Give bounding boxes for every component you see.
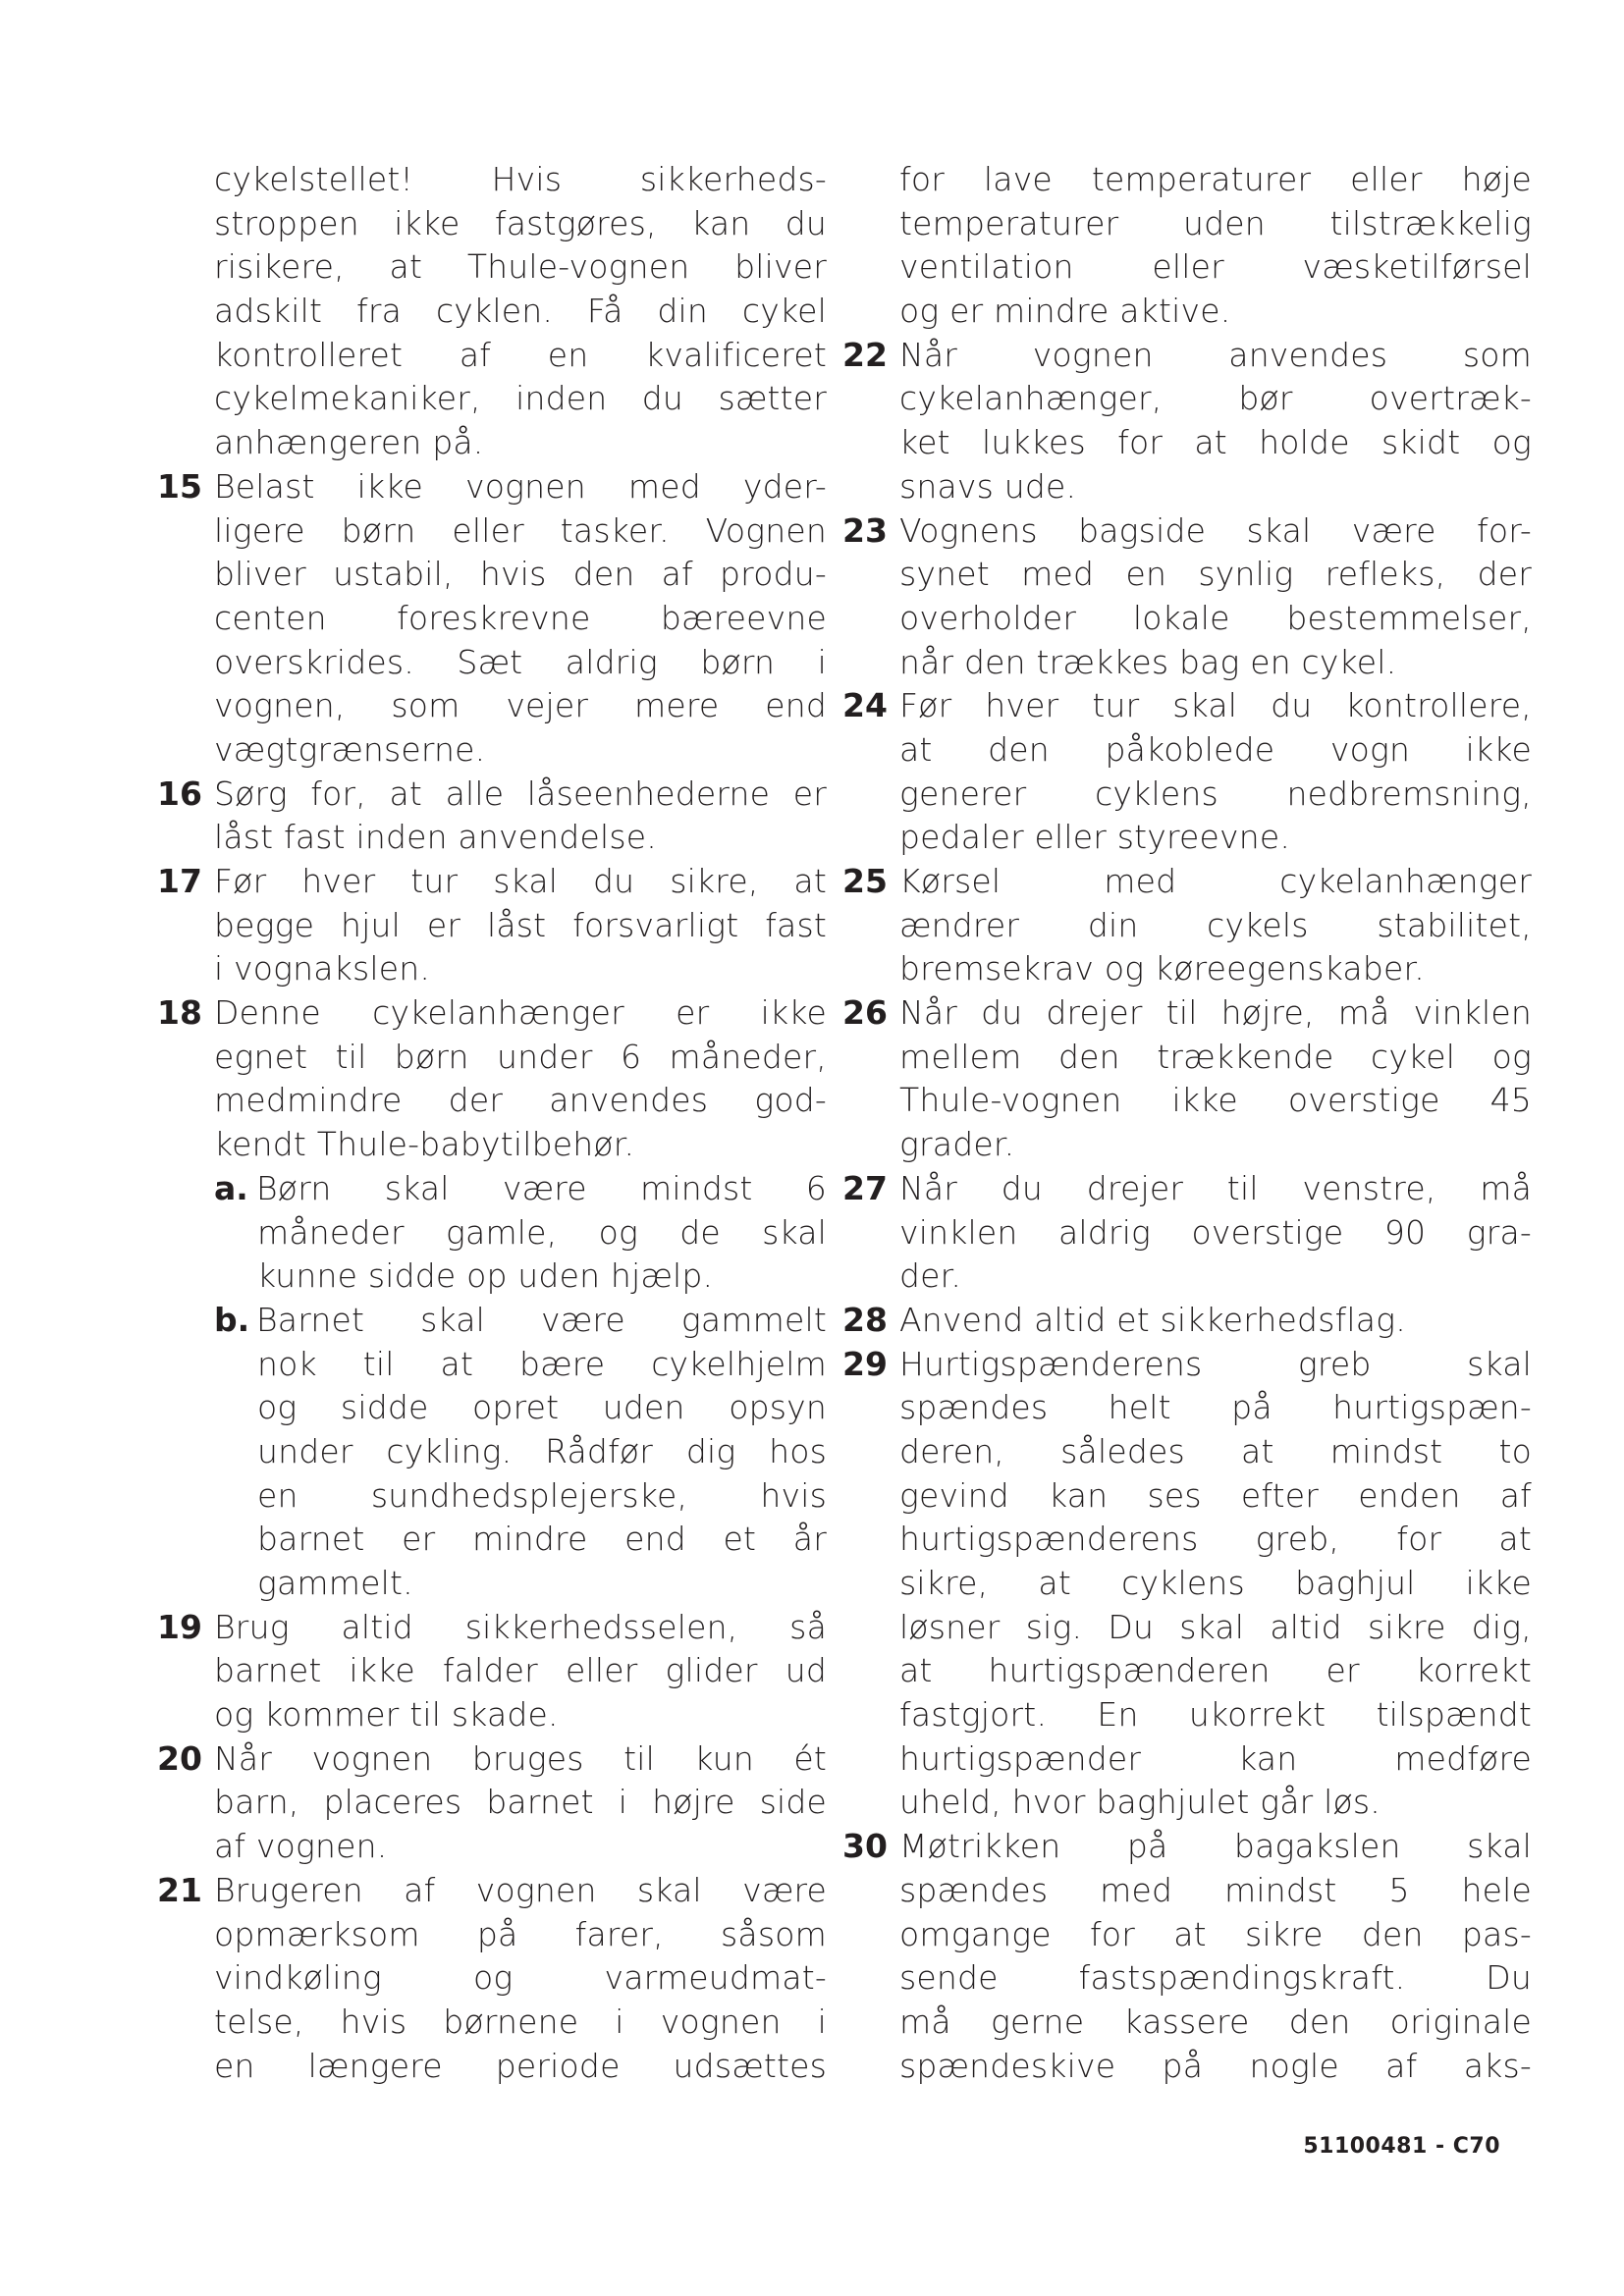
text-line: [157, 1343, 827, 1387]
line-text: kendt Thule-babytilbehør.: [214, 1125, 635, 1164]
text-line: [157, 1167, 827, 1211]
line-text: der.: [899, 1256, 962, 1296]
line-text: begge hjul er låst forsvarligt fast: [214, 905, 827, 944]
text-line: [157, 1474, 827, 1519]
text-line: [157, 290, 827, 334]
line-text: Før hver tur skal du sikre, at: [214, 862, 827, 900]
line-text: at den påkoblede vogn ikke: [899, 729, 1532, 769]
line-text: barnet ikke falder eller glider ud: [214, 1651, 827, 1690]
line-text: under cykling. Rådfør dig hos: [257, 1431, 827, 1470]
text-line: [842, 421, 1532, 465]
text-line: [842, 1123, 1532, 1167]
line-text: egnet til børn under 6 måneder,: [214, 1037, 827, 1076]
text-line: [842, 1869, 1532, 1913]
item-number: 23: [842, 510, 888, 550]
item-number: 22: [842, 335, 888, 374]
text-line: [157, 509, 827, 554]
text-line: [842, 1518, 1532, 1562]
sub-item-letter: b.: [214, 1300, 250, 1339]
text-line: [157, 1036, 827, 1080]
line-text: Thule-vognen ikke overstige 45: [899, 1081, 1532, 1120]
text-line: [842, 1211, 1532, 1255]
text-line: [157, 1737, 827, 1782]
text-line: [842, 1255, 1532, 1299]
item-number: 27: [842, 1168, 888, 1207]
text-line: [157, 1123, 827, 1167]
text-line: [157, 1606, 827, 1650]
line-text: en længere periode udsættes: [214, 2046, 827, 2085]
line-text: kunne sidde op uden hjælp.: [257, 1256, 714, 1296]
line-text: Når vognen anvendes som: [899, 335, 1532, 374]
sub-item-letter: a.: [214, 1168, 248, 1207]
line-text: uheld, hvor baghjulet går løs.: [899, 1783, 1380, 1822]
text-line: [842, 334, 1532, 378]
line-text: ændrer din cykels stabilitet,: [899, 905, 1532, 944]
text-line: [842, 290, 1532, 334]
text-line: [842, 202, 1532, 246]
text-line: [157, 1562, 827, 1606]
text-line: [157, 597, 827, 641]
line-text: cykelmekaniker, inden du sætter: [214, 379, 827, 418]
line-text: når den trækkes bag en cykel.: [899, 642, 1397, 681]
text-line: [157, 860, 827, 904]
text-line: [842, 1825, 1532, 1869]
text-line: [842, 1430, 1532, 1474]
line-text: Når du drejer til højre, må vinklen: [899, 993, 1532, 1033]
line-text: i vognakslen.: [214, 949, 431, 988]
text-line: [157, 1211, 827, 1255]
line-text: Børn skal være mindst 6: [256, 1168, 827, 1207]
text-line: [842, 1913, 1532, 1957]
line-text: Denne cykelanhænger er ikke: [214, 993, 827, 1033]
text-line: [157, 684, 827, 728]
line-text: Møtrikken på bagakslen skal: [899, 1827, 1532, 1866]
line-text: pedaler eller styreevne.: [899, 818, 1291, 857]
text-line: [842, 1737, 1532, 1782]
text-line: [157, 1299, 827, 1343]
text-line: [842, 377, 1532, 421]
text-line: [842, 1167, 1532, 1211]
line-text: løsner sig. Du skal altid sikre dig,: [899, 1607, 1532, 1646]
item-number: 21: [157, 1870, 202, 1909]
line-text: af vognen.: [214, 1827, 388, 1866]
item-number: 20: [157, 1738, 202, 1778]
line-text: for lave temperaturer eller høje: [899, 160, 1532, 198]
line-text: Anvend altid et sikkerhedsflag.: [899, 1300, 1406, 1339]
text-line: [842, 816, 1532, 860]
text-line: [842, 158, 1532, 202]
text-line: [157, 904, 827, 948]
line-text: Brug altid sikkerhedsselen, så: [214, 1607, 827, 1646]
line-text: telse, hvis børnene i vognen i: [214, 2002, 827, 2041]
text-line: [842, 860, 1532, 904]
line-text: bremsekrav og køreegenskaber.: [899, 949, 1425, 988]
text-line: [842, 553, 1532, 597]
line-text: barnet er mindre end et år: [257, 1520, 827, 1559]
text-line: [842, 641, 1532, 685]
line-text: hurtigspænder kan medføre: [899, 1738, 1532, 1778]
item-number: 29: [842, 1344, 888, 1383]
line-text: vindkøling og varmeudmat-: [214, 1958, 827, 1998]
item-number: 16: [157, 774, 202, 813]
line-text: mellem den trækkende cykel og: [899, 1037, 1532, 1076]
document-code: 51100481 - C70: [1303, 2134, 1500, 2159]
item-number: 28: [842, 1300, 888, 1339]
line-text: cykelanhænger, bør overtræk-: [899, 379, 1532, 418]
text-line: [157, 773, 827, 817]
text-line: [842, 947, 1532, 991]
text-line: [157, 1825, 827, 1869]
line-text: deren, således at mindst to: [899, 1431, 1532, 1470]
text-line: [842, 1036, 1532, 1080]
left-column: [157, 158, 827, 2088]
line-text: Brugeren af vognen skal være: [214, 1870, 827, 1909]
line-text: Hurtigspænderens greb skal: [899, 1344, 1532, 1383]
line-text: Barnet skal være gammelt: [256, 1300, 827, 1339]
text-line: [842, 1299, 1532, 1343]
line-text: fastgjort. En ukorrekt tilspændt: [899, 1695, 1532, 1735]
text-line: [157, 334, 827, 378]
line-text: Kørsel med cykelanhænger: [899, 862, 1532, 900]
line-text: må gerne kassere den originale: [899, 2002, 1532, 2041]
text-line: [157, 728, 827, 773]
text-line: [842, 597, 1532, 641]
line-text: gammelt.: [257, 1564, 413, 1602]
item-number: 15: [157, 466, 202, 506]
item-number: 25: [842, 862, 888, 900]
line-text: låst fast inden anvendelse.: [214, 818, 657, 857]
text-line: [157, 1518, 827, 1562]
text-line: [157, 465, 827, 509]
item-number: 18: [157, 993, 202, 1033]
line-text: grader.: [899, 1125, 1015, 1164]
line-text: vægtgrænserne.: [214, 729, 486, 769]
item-number: 24: [842, 686, 888, 725]
text-line: [842, 773, 1532, 817]
line-text: cykelstellet! Hvis sikkerheds-: [214, 160, 827, 198]
text-line: [842, 2001, 1532, 2045]
line-text: temperaturer uden tilstrækkelig: [899, 203, 1532, 242]
line-text: og sidde opret uden opsyn: [257, 1388, 827, 1427]
line-text: nok til at bære cykelhjelm: [257, 1344, 827, 1383]
text-line: [157, 1255, 827, 1299]
text-line: [842, 245, 1532, 290]
line-text: medmindre der anvendes god-: [214, 1081, 827, 1120]
item-number: 26: [842, 993, 888, 1033]
line-text: Når du drejer til venstre, må: [899, 1168, 1532, 1207]
line-text: Vognens bagside skal være for-: [899, 510, 1532, 550]
line-text: snavs ude.: [899, 466, 1077, 506]
line-text: adskilt fra cyklen. Få din cykel: [214, 292, 827, 331]
line-text: vognen, som vejer mere end: [214, 686, 827, 725]
text-line: [157, 421, 827, 465]
text-line: [842, 1606, 1532, 1650]
line-text: anhængeren på.: [214, 423, 484, 462]
text-line: [842, 904, 1532, 948]
line-text: ligere børn eller tasker. Vognen: [214, 510, 827, 550]
item-number: 19: [157, 1607, 202, 1646]
line-text: sende fastspændingskraft. Du: [899, 1958, 1532, 1998]
text-line: [157, 1649, 827, 1693]
line-text: Før hver tur skal du kontrollere,: [899, 686, 1532, 725]
text-line: [157, 377, 827, 421]
text-line: [157, 947, 827, 991]
line-text: gevind kan ses efter enden af: [899, 1475, 1532, 1515]
line-text: overskrides. Sæt aldrig børn i: [214, 642, 827, 681]
line-text: hurtigspænderens greb, for at: [899, 1520, 1532, 1559]
text-line: [157, 1386, 827, 1430]
line-text: spændes helt på hurtigspæn-: [899, 1388, 1532, 1427]
text-line: [842, 1956, 1532, 2001]
text-line: [842, 728, 1532, 773]
text-line: [842, 1079, 1532, 1123]
line-text: Sørg for, at alle låseenhederne er: [214, 774, 827, 813]
text-line: [157, 1869, 827, 1913]
line-text: stroppen ikke fastgøres, kan du: [214, 203, 827, 242]
line-text: ket lukkes for at holde skidt og: [899, 423, 1532, 462]
line-text: omgange for at sikre den pas-: [899, 1914, 1532, 1953]
text-line: [157, 816, 827, 860]
text-line: [157, 1913, 827, 1957]
line-text: kontrolleret af en kvalificeret: [214, 335, 827, 374]
text-line: [157, 1430, 827, 1474]
line-text: og er mindre aktive.: [899, 292, 1231, 331]
text-line: [157, 1079, 827, 1123]
item-number: 17: [157, 862, 202, 900]
text-line: [157, 991, 827, 1036]
text-line: [842, 1693, 1532, 1737]
text-line: [157, 1956, 827, 2001]
text-line: [157, 2045, 827, 2089]
text-line: [842, 1474, 1532, 1519]
line-text: ventilation eller væsketilførsel: [899, 247, 1532, 287]
text-line: [157, 158, 827, 202]
text-line: [842, 465, 1532, 509]
text-line: [842, 684, 1532, 728]
text-line: [157, 202, 827, 246]
line-text: Belast ikke vognen med yder-: [214, 466, 827, 506]
text-line: [842, 1386, 1532, 1430]
text-line: [842, 509, 1532, 554]
line-text: spændes med mindst 5 hele: [899, 1870, 1532, 1909]
line-text: spændeskive på nogle af aks-: [899, 2046, 1532, 2085]
line-text: Når vognen bruges til kun ét: [214, 1738, 827, 1778]
text-line: [157, 553, 827, 597]
text-line: [842, 1649, 1532, 1693]
line-text: centen foreskrevne bæreevne: [214, 598, 827, 637]
text-line: [157, 245, 827, 290]
text-line: [842, 1781, 1532, 1825]
text-line: [157, 1693, 827, 1737]
line-text: vinklen aldrig overstige 90 gra-: [899, 1212, 1532, 1252]
right-column: [842, 158, 1532, 2088]
text-line: [842, 2045, 1532, 2089]
line-text: risikere, at Thule-vognen bliver: [214, 247, 827, 287]
text-line: [157, 1781, 827, 1825]
text-line: [842, 1343, 1532, 1387]
line-text: måneder gamle, og de skal: [257, 1212, 827, 1252]
item-number: 30: [842, 1827, 888, 1866]
line-text: bliver ustabil, hvis den af produ-: [214, 555, 827, 594]
line-text: sikre, at cyklens baghjul ikke: [899, 1564, 1532, 1602]
line-text: synet med en synlig refleks, der: [899, 555, 1532, 594]
text-line: [842, 991, 1532, 1036]
line-text: at hurtigspænderen er korrekt: [899, 1651, 1532, 1690]
line-text: overholder lokale bestemmelser,: [899, 598, 1532, 637]
line-text: generer cyklens nedbremsning,: [899, 774, 1532, 813]
line-text: opmærksom på farer, såsom: [214, 1914, 827, 1953]
text-line: [157, 641, 827, 685]
line-text: barn, placeres barnet i højre side: [214, 1783, 827, 1822]
text-line: [842, 1562, 1532, 1606]
text-line: [157, 2001, 827, 2045]
line-text: og kommer til skade.: [214, 1695, 559, 1735]
line-text: en sundhedsplejerske, hvis: [257, 1475, 827, 1515]
